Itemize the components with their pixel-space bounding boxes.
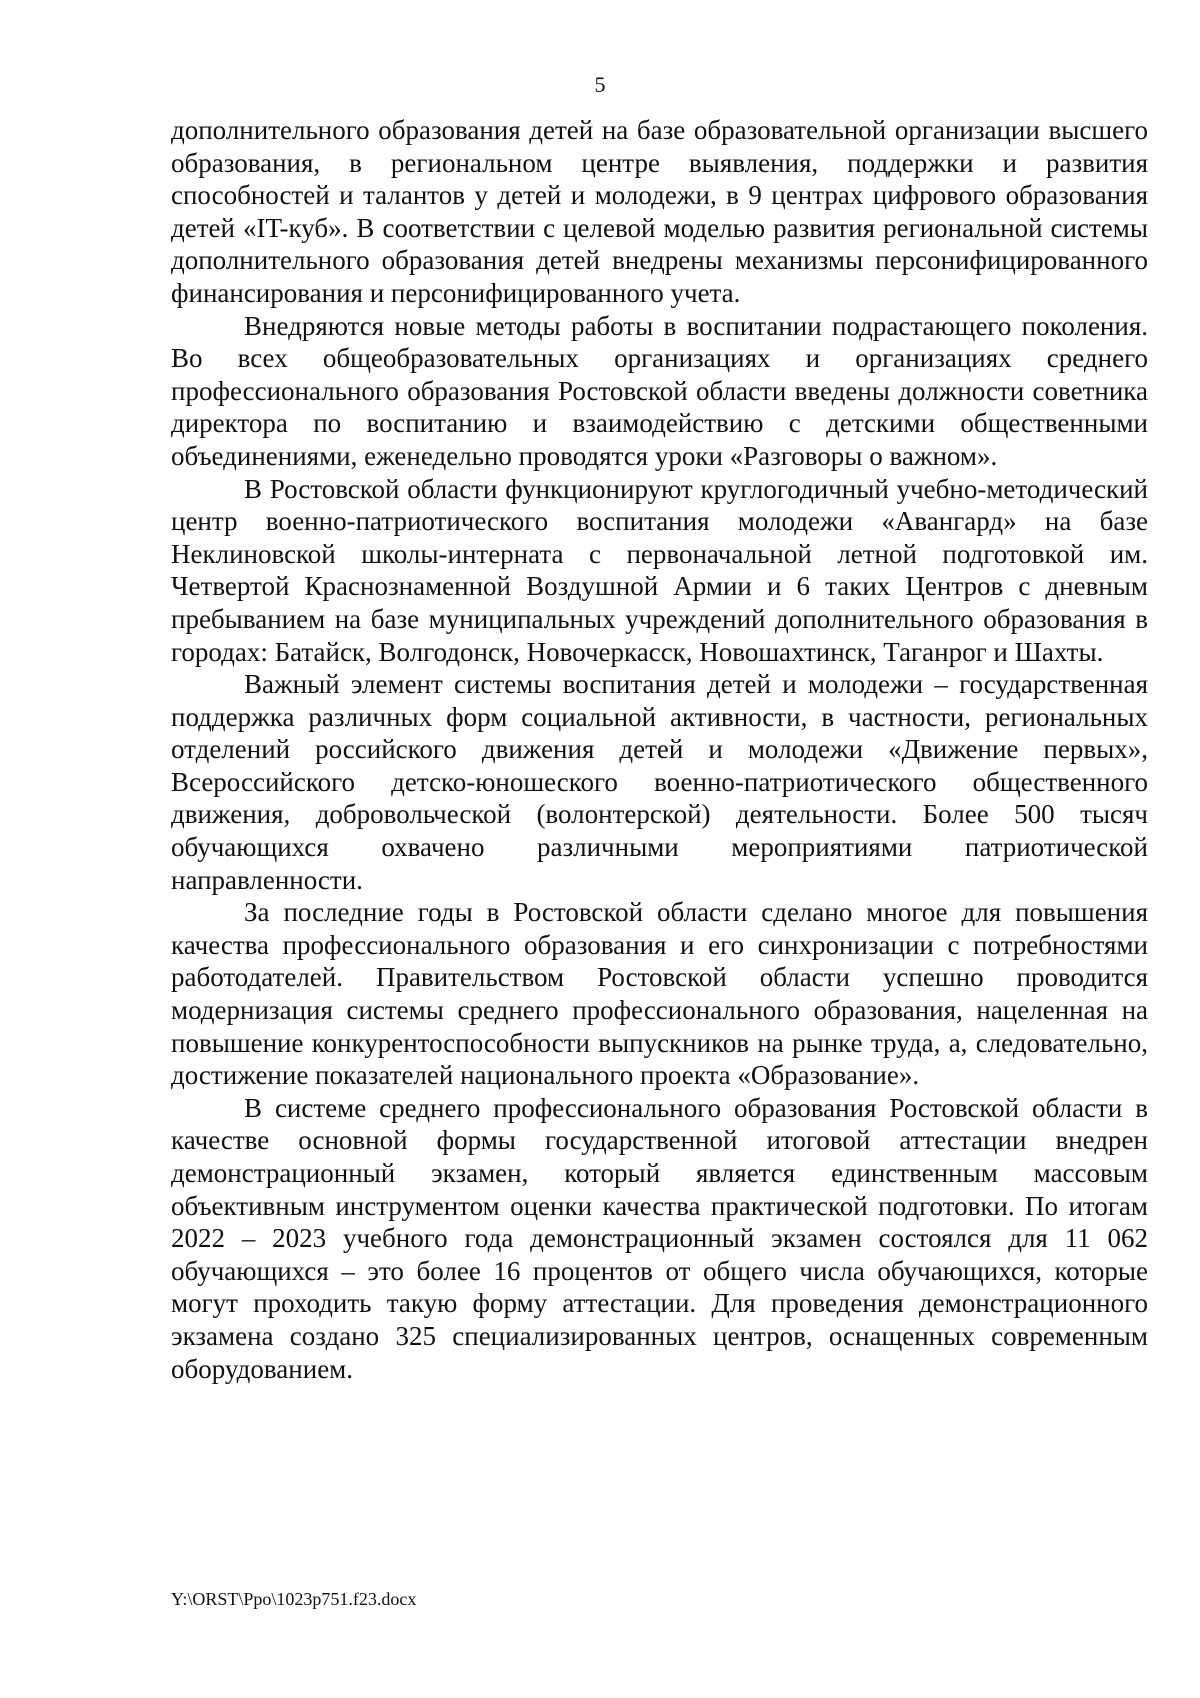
paragraph-social-activity: Важный элемент системы воспитания детей и молодежи – государственная поддержка различных форм социальной активности, в частности, региональных отделений российского движения детей и молодежи «Движение первых», Всероссийского детско-юношеского военно-патриотического общественного движения, добровольческой (волонтерской) деятельности. Более 500 тысяч обучающихся охвачено различными мероприятиями патриотической направленности.	[171, 669, 1148, 895]
footer-file-path: Y:\ORST\Ppo\1023p751.f23.docx	[171, 1589, 417, 1609]
paragraph-continuation: дополнительного образования детей на базе образовательной организации высшего образования, в региональном центре выявления, поддержки и развития способностей и талантов у детей и молодежи, в 9 центрах цифрового образования детей «IT-куб». В соответствии с целевой моделью развития региональной системы дополнительного образования детей внедрены механизмы персонифицированного финансирования и персонифицированного учета.	[171, 115, 1148, 308]
document-body	[171, 114, 1148, 1385]
paragraph-avangard-center: В Ростовской области функционируют круглогодичный учебно-методический центр военно-патриотического воспитания молодежи «Авангард» на базе Неклиновской школы-интерната с первоначальной летной подготовкой им. Четвертой Краснознаменной Воздушной Армии и 6 таких Центров с дневным пребыванием на базе муниципальных учреждений дополнительного образования в городах: Батайск, Волгодонск, Новочеркасск, Новошахтинск, Таганрог и Шахты.	[171, 473, 1148, 667]
page-number: 5	[594, 72, 606, 97]
paragraph-education-methods: Внедряются новые методы работы в воспитании подрастающего поколения. Во всех общеобразовательных организациях и организациях среднего профессионального образования Ростовской области введены должности советника директора по воспитанию и взаимодействию с детскими общественными объединениями, еженедельно проводятся уроки «Разговоры о важном».	[171, 310, 1148, 471]
paragraph-professional-education: За последние годы в Ростовской области сделано многое для повышения качества профессионального образования и его синхронизации с потребностями работодателей. Правительством Ростовской области успешно проводится модернизация системы среднего профессионального образования, нацеленная на повышение конкурентоспособности выпускников на рынке труда, а, следовательно, достижение показателей национального проекта «Образование».	[171, 897, 1148, 1091]
paragraph-demo-exam: В системе среднего профессионального образования Ростовской области в качестве основной формы государственной итоговой аттестации внедрен демонстрационный экзамен, который является единственным массовым объективным инструментом оценки качества практической подготовки. По итогам 2022 – 2023 учебного года демонстрационный экзамен состоялся для 11 062 обучающихся – это более 16 процентов от общего числа обучающихся, которые могут проходить такую форму аттестации. Для проведения демонстрационного экзамена создано 325 специализированных центров, оснащенных современным оборудованием.	[171, 1092, 1148, 1384]
